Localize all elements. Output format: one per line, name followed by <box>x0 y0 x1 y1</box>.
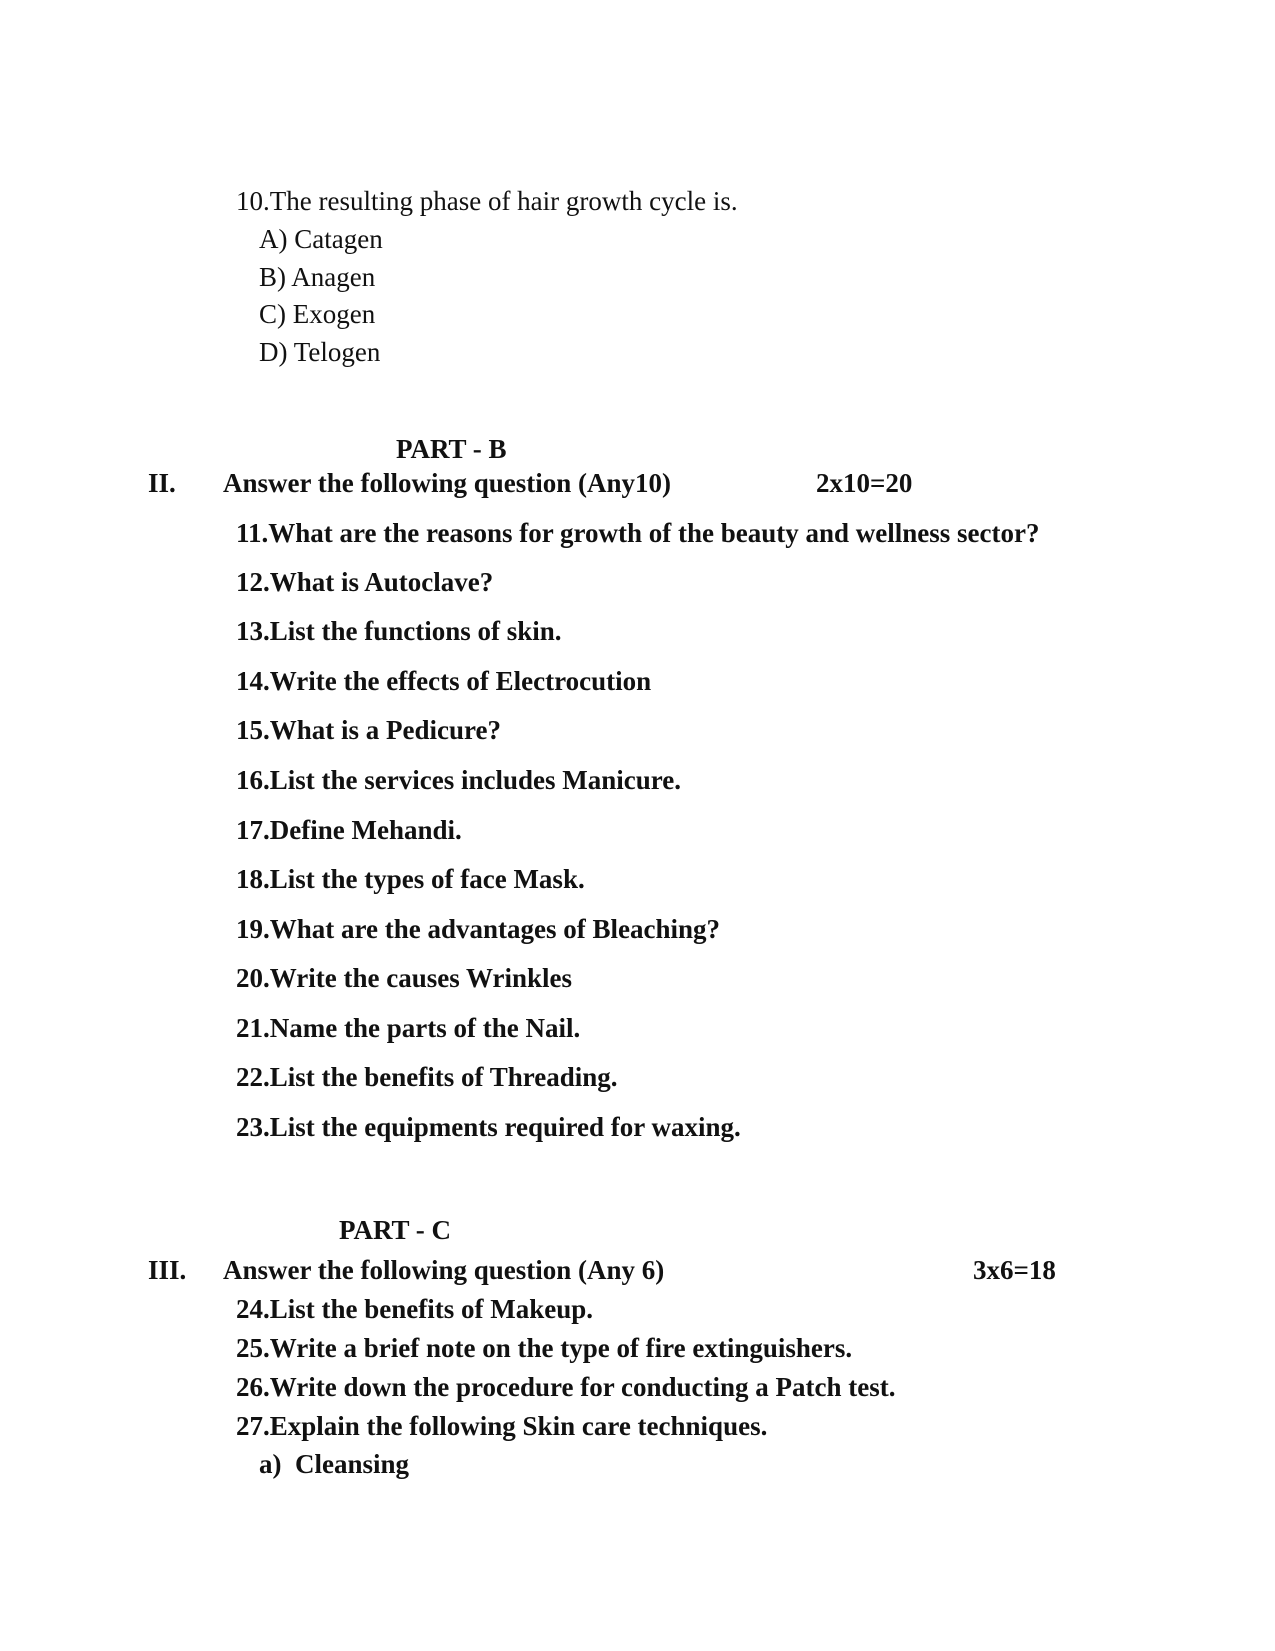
part-c-roman-numeral: III. <box>148 1255 187 1285</box>
question-24: 24.List the benefits of Makeup. <box>236 1294 593 1324</box>
q10-option-b: B) Anagen <box>259 262 376 292</box>
question-22: 22.List the benefits of Threading. <box>236 1062 618 1092</box>
question-25: 25.Write a brief note on the type of fire extinguishers. <box>236 1333 853 1363</box>
question-20: 20.Write the causes Wrinkles <box>236 963 572 993</box>
q27-subitem-a: a) Cleansing <box>259 1449 410 1479</box>
part-c-heading: PART - C <box>339 1215 452 1245</box>
part-b-instruction: Answer the following question (Any10) <box>223 468 672 498</box>
question-15: 15.What is a Pedicure? <box>236 715 501 745</box>
question-12: 12.What is Autoclave? <box>236 567 494 597</box>
question-18: 18.List the types of face Mask. <box>236 864 585 894</box>
question-17: 17.Define Mehandi. <box>236 815 462 845</box>
question-14: 14.Write the effects of Electrocution <box>236 666 652 696</box>
question-23: 23.List the equipments required for waxing. <box>236 1112 741 1142</box>
question-10: 10.The resulting phase of hair growth cycle is. <box>236 186 738 216</box>
part-c-marks: 3x6=18 <box>973 1255 1056 1285</box>
question-16: 16.List the services includes Manicure. <box>236 765 681 795</box>
question-21: 21.Name the parts of the Nail. <box>236 1013 581 1043</box>
question-26: 26.Write down the procedure for conducting a Patch test. <box>236 1372 896 1402</box>
part-c-instruction: Answer the following question (Any 6) <box>223 1255 665 1285</box>
q10-option-a: A) Catagen <box>259 224 383 254</box>
part-b-marks: 2x10=20 <box>816 468 913 498</box>
q10-option-d: D) Telogen <box>259 337 381 367</box>
q10-option-c: C) Exogen <box>259 299 376 329</box>
question-11: 11.What are the reasons for growth of the beauty and wellness sector? <box>236 518 1040 548</box>
part-b-roman-numeral: II. <box>148 468 176 498</box>
part-b-heading: PART - B <box>396 434 507 464</box>
question-13: 13.List the functions of skin. <box>236 616 562 646</box>
question-27: 27.Explain the following Skin care techniques. <box>236 1411 768 1441</box>
question-19: 19.What are the advantages of Bleaching? <box>236 914 720 944</box>
